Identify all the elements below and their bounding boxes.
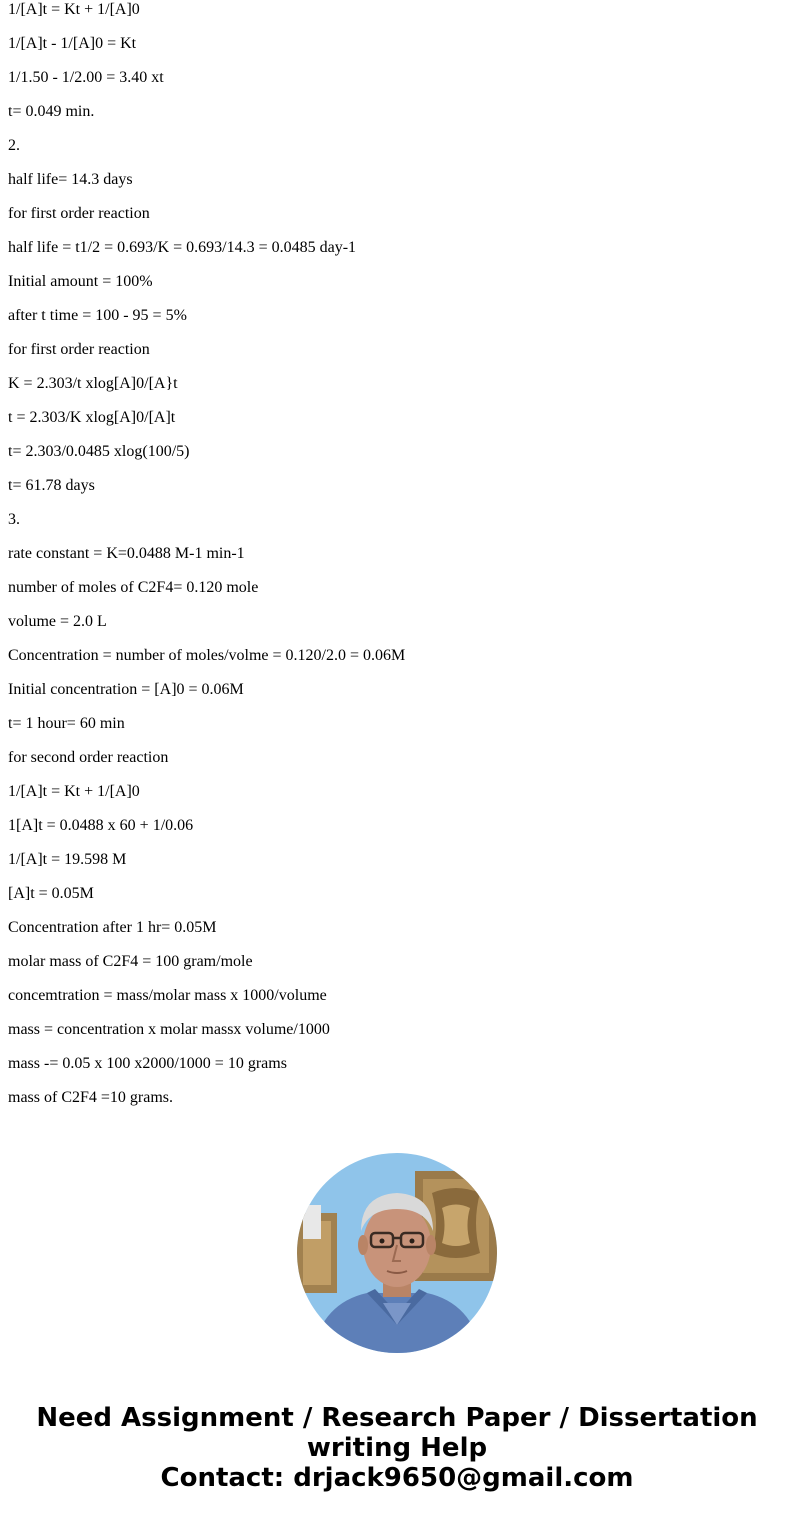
solution-line: 1/[A]t = Kt + 1/[A]0 [8,783,140,800]
solution-line: t = 2.303/K xlog[A]0/[A]t [8,409,176,426]
promo-banner [0,1403,794,1493]
solution-line: for second order reaction [8,749,169,766]
solution-line: for first order reaction [8,205,150,222]
author-avatar [297,1153,497,1353]
solution-line: K = 2.303/t xlog[A]0/[A}t [8,375,178,392]
solution-line: 1/[A]t = 19.598 M [8,851,127,868]
promo-contact-line: Contact: drjack9650@gmail.com [160,1463,634,1493]
author-portrait-image [297,1153,497,1353]
solution-line: Initial concentration = [A]0 = 0.06M [8,681,244,698]
solution-line: after t time = 100 - 95 = 5% [8,307,187,324]
solution-line: t= 0.049 min. [8,103,95,120]
promo-line: Need Assignment / Research Paper / Dissertation [36,1403,758,1433]
solution-line: concemtration = mass/molar mass x 1000/volume [8,987,327,1004]
solution-line: mass of C2F4 =10 grams. [8,1089,174,1106]
solution-line: mass = concentration x molar massx volume/1000 [8,1021,330,1038]
solution-line: Initial amount = 100% [8,273,153,290]
solution-line: 1/[A]t - 1/[A]0 = Kt [8,35,137,52]
solution-line: [A]t = 0.05M [8,885,94,902]
solution-line: volume = 2.0 L [8,613,107,630]
solution-line: half life = t1/2 = 0.693/K = 0.693/14.3 = 0.0485 day-1 [8,239,357,256]
solution-line: t= 61.78 days [8,477,95,494]
solution-line: 1[A]t = 0.0488 x 60 + 1/0.06 [8,817,194,834]
solution-line: mass -= 0.05 x 100 x2000/1000 = 10 grams [8,1055,287,1072]
solution-line: number of moles of C2F4= 0.120 mole [8,579,259,596]
solution-text [8,0,778,1122]
solution-line: Concentration = number of moles/volme = 0.120/2.0 = 0.06M [8,647,406,664]
promo-line: writing Help [306,1433,488,1463]
solution-line: 1/[A]t = Kt + 1/[A]0 [8,1,140,18]
solution-line: t= 1 hour= 60 min [8,715,125,732]
solution-line: for first order reaction [8,341,150,358]
solution-line: Concentration after 1 hr= 0.05M [8,919,217,936]
section-number: 3. [8,511,20,528]
solution-line: rate constant = K=0.0488 M-1 min-1 [8,545,245,562]
solution-line: half life= 14.3 days [8,171,133,188]
solution-line: t= 2.303/0.0485 xlog(100/5) [8,443,190,460]
solution-line: molar mass of C2F4 = 100 gram/mole [8,953,253,970]
section-number: 2. [8,137,20,154]
solution-line: 1/1.50 - 1/2.00 = 3.40 xt [8,69,164,86]
